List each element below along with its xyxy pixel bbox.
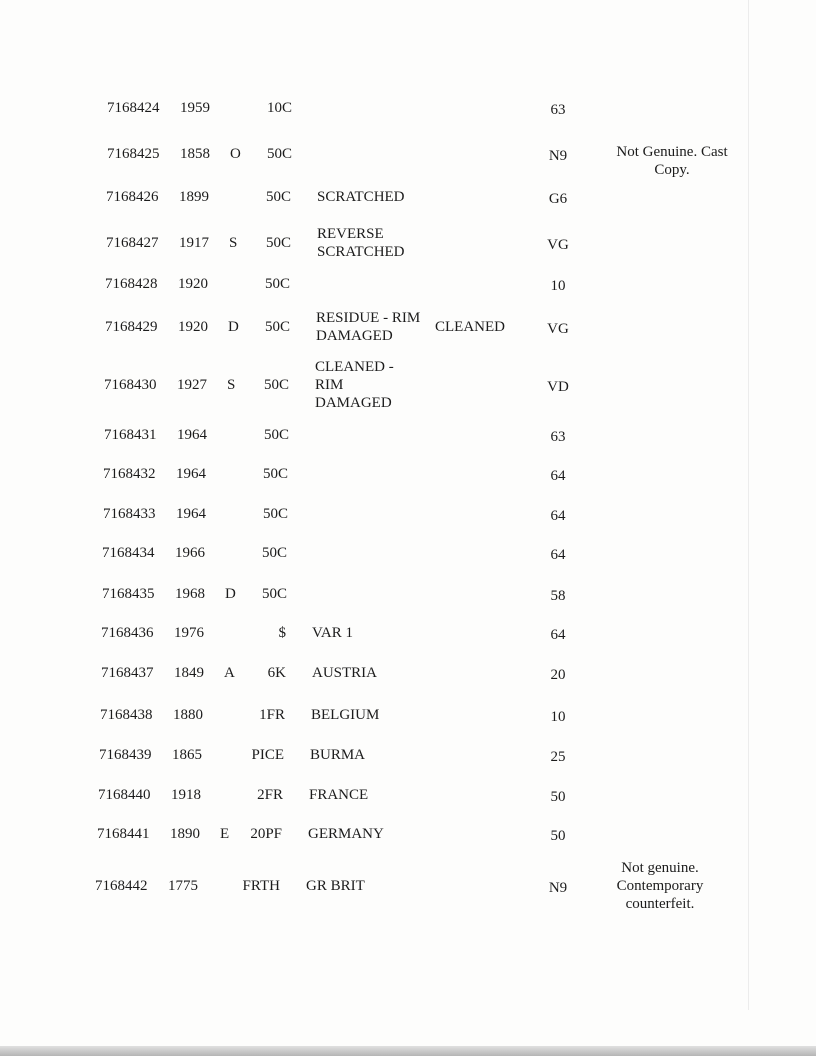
grade: 10 [550, 709, 566, 725]
item-id: 7168434 [102, 545, 155, 561]
denomination: 50C [261, 545, 287, 561]
description: CLEANED - RIM DAMAGED [315, 359, 394, 411]
scan-edge-bottom [0, 1046, 816, 1056]
grade: 64 [550, 627, 566, 643]
grade: VG [547, 237, 569, 253]
year: 1880 [173, 707, 203, 723]
year: 1968 [175, 586, 205, 602]
year: 1858 [180, 146, 210, 162]
year: 1899 [179, 189, 209, 205]
denomination: $ [278, 625, 286, 641]
denomination: 2FR [257, 787, 283, 803]
year: 1959 [180, 100, 210, 116]
year: 1890 [170, 826, 200, 842]
year: 1976 [174, 625, 204, 641]
grade: 50 [550, 828, 566, 844]
denomination: 20PF [250, 826, 282, 842]
item-id: 7168437 [101, 665, 154, 681]
denomination: 50C [265, 235, 291, 251]
denomination: 50C [266, 146, 292, 162]
description: VAR 1 [312, 625, 353, 641]
mint-mark: E [220, 826, 230, 842]
denomination: PICE [251, 747, 284, 763]
grade: 63 [550, 429, 566, 445]
item-id: 7168429 [105, 319, 158, 335]
scan-edge-right [748, 0, 749, 1010]
condition-note: CLEANED [435, 319, 505, 335]
denomination: 50C [264, 319, 290, 335]
denomination: 50C [262, 466, 288, 482]
denomination: 50C [261, 586, 287, 602]
denomination: 6K [267, 665, 286, 681]
item-id: 7168428 [105, 276, 158, 292]
description: RESIDUE - RIM DAMAGED [316, 310, 421, 344]
item-id: 7168440 [98, 787, 151, 803]
year: 1917 [179, 235, 209, 251]
item-id: 7168442 [95, 878, 148, 894]
denomination: 50C [262, 506, 288, 522]
grade: 63 [550, 102, 566, 118]
denomination: 50C [264, 276, 290, 292]
grade: 64 [550, 468, 566, 484]
denomination: 10C [266, 100, 292, 116]
mint-mark: A [224, 665, 235, 681]
grade: 25 [550, 749, 566, 765]
grade: VG [547, 321, 569, 337]
item-id: 7168436 [101, 625, 154, 641]
item-id: 7168430 [104, 377, 157, 393]
grade: N9 [548, 880, 568, 896]
description: FRANCE [309, 787, 369, 803]
item-id: 7168441 [97, 826, 150, 842]
item-id: 7168435 [102, 586, 155, 602]
denomination: 50C [265, 189, 291, 205]
mint-mark: D [225, 586, 236, 602]
item-id: 7168426 [106, 189, 159, 205]
item-id: 7168431 [104, 427, 157, 443]
item-id: 7168438 [100, 707, 153, 723]
description: BELGIUM [311, 707, 380, 723]
description: GR BRIT [306, 878, 365, 894]
mint-mark: D [228, 319, 239, 335]
year: 1918 [171, 787, 201, 803]
grade: VD [547, 379, 569, 395]
year: 1849 [174, 665, 204, 681]
grade: 64 [550, 547, 566, 563]
item-id: 7168425 [107, 146, 160, 162]
item-id: 7168424 [107, 100, 160, 116]
grade: 50 [550, 789, 566, 805]
description: BURMA [310, 747, 366, 763]
year: 1865 [172, 747, 202, 763]
year: 1964 [176, 466, 206, 482]
year: 1920 [178, 276, 208, 292]
year: 1920 [178, 319, 208, 335]
grade: 20 [550, 667, 566, 683]
denomination: FRTH [242, 878, 280, 894]
authenticity-note: Not Genuine. Cast Copy. [616, 144, 728, 178]
item-id: 7168433 [103, 506, 156, 522]
authenticity-note: Not genuine. Contemporary counterfeit. [616, 860, 704, 912]
description: REVERSE SCRATCHED [317, 226, 405, 260]
year: 1966 [175, 545, 205, 561]
description: GERMANY [308, 826, 384, 842]
mint-mark: S [229, 235, 238, 251]
year: 1964 [177, 427, 207, 443]
mint-mark: S [227, 377, 236, 393]
year: 1775 [168, 878, 198, 894]
description: AUSTRIA [312, 665, 378, 681]
item-id: 7168432 [103, 466, 156, 482]
description: SCRATCHED [317, 189, 405, 205]
grade: G6 [548, 191, 568, 207]
grade: 58 [550, 588, 566, 604]
grade: 64 [550, 508, 566, 524]
denomination: 50C [263, 377, 289, 393]
item-id: 7168439 [99, 747, 152, 763]
denomination: 1FR [259, 707, 285, 723]
grade: N9 [548, 148, 568, 164]
year: 1964 [176, 506, 206, 522]
item-id: 7168427 [106, 235, 159, 251]
mint-mark: O [230, 146, 241, 162]
grade: 10 [550, 278, 566, 294]
year: 1927 [177, 377, 207, 393]
denomination: 50C [263, 427, 289, 443]
